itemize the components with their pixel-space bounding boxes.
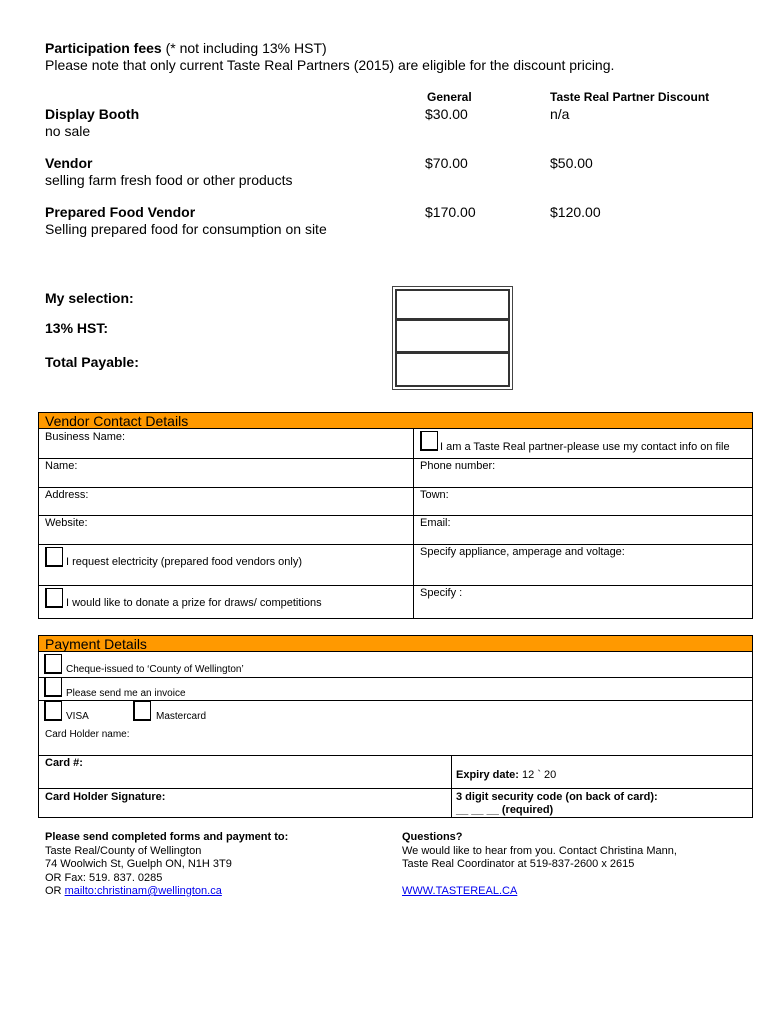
- col-partner-header: Taste Real Partner Discount: [550, 90, 710, 104]
- fee-row-desc: no sale: [45, 123, 91, 139]
- expiry-value: 12 ` 20: [522, 769, 557, 781]
- fee-row-name: Vendor: [45, 155, 93, 171]
- fee-row-general: $70.00: [425, 155, 468, 171]
- cheque-checkbox[interactable]: [44, 654, 62, 674]
- send-line: 74 Woolwich St, Guelph ON, N1H 3T9: [45, 858, 232, 870]
- website-field[interactable]: Website:: [45, 517, 88, 529]
- fee-row-desc: Selling prepared food for consumption on site: [45, 221, 327, 237]
- donate-label: I would like to donate a prize for draws/ competitions: [66, 597, 322, 609]
- name-field[interactable]: Name:: [45, 460, 78, 472]
- website-link[interactable]: WWW.TASTEREAL.CA: [402, 885, 518, 897]
- my-selection-field[interactable]: [395, 289, 510, 320]
- electricity-checkbox[interactable]: [45, 547, 63, 567]
- send-heading: Please send completed forms and payment to:: [45, 831, 289, 843]
- vendor-section-title: Vendor Contact Details: [45, 413, 189, 429]
- address-field[interactable]: Address:: [45, 489, 89, 501]
- fees-heading-rest: (* not including 13% HST): [161, 40, 327, 56]
- signature-field[interactable]: Card Holder Signature:: [45, 791, 166, 803]
- vendor-table: [38, 428, 753, 619]
- email-line: [45, 885, 222, 897]
- mastercard-label: Mastercard: [156, 711, 207, 722]
- fee-row-desc: selling farm fresh food or other products: [45, 172, 293, 188]
- specify-field[interactable]: Specify :: [420, 587, 463, 599]
- fees-heading-bold: Participation fees: [45, 40, 162, 56]
- hst-field[interactable]: [395, 319, 510, 353]
- invoice-label: Please send me an invoice: [66, 688, 186, 699]
- card-number-field[interactable]: Card #:: [45, 757, 83, 769]
- phone-field[interactable]: Phone number:: [420, 460, 496, 472]
- payment-section-title: Payment Details: [45, 636, 147, 652]
- col-general-header: General: [427, 90, 472, 104]
- visa-label: VISA: [66, 711, 89, 722]
- security-code-label: 3 digit security code (on back of card):: [456, 791, 658, 803]
- card-holder-field[interactable]: Card Holder name:: [45, 729, 130, 740]
- fee-row-name: Display Booth: [45, 106, 140, 122]
- fee-row-name: Prepared Food Vendor: [45, 204, 196, 220]
- questions-line: We would like to hear from you. Contact Christina Mann,: [402, 845, 677, 857]
- hst-label: 13% HST:: [45, 320, 109, 336]
- my-selection-label: My selection:: [45, 290, 134, 306]
- fee-row-partner: n/a: [550, 106, 570, 122]
- or-label: OR: [45, 885, 65, 897]
- fee-row-partner: $50.00: [550, 155, 593, 171]
- partner-checkbox-label: I am a Taste Real partner-please use my contact info on file: [440, 441, 730, 453]
- fee-row-partner: $120.00: [550, 204, 601, 220]
- partner-checkbox[interactable]: [420, 431, 438, 451]
- expiry-field[interactable]: [456, 769, 556, 781]
- mastercard-checkbox[interactable]: [133, 701, 151, 721]
- appliance-field[interactable]: Specify appliance, amperage and voltage:: [420, 546, 625, 558]
- fee-row-general: $30.00: [425, 106, 468, 122]
- total-payable-field[interactable]: [395, 352, 510, 387]
- electricity-label: I request electricity (prepared food vendors only): [66, 556, 303, 568]
- town-field[interactable]: Town:: [420, 489, 449, 501]
- email-field[interactable]: Email:: [420, 517, 451, 529]
- send-line: Taste Real/County of Wellington: [45, 845, 202, 857]
- fee-row-general: $170.00: [425, 204, 476, 220]
- send-line: OR Fax: 519. 837. 0285: [45, 872, 163, 884]
- total-payable-label: Total Payable:: [45, 354, 139, 370]
- visa-checkbox[interactable]: [44, 701, 62, 721]
- donate-checkbox[interactable]: [45, 588, 63, 608]
- cheque-label: Cheque-issued to ‘County of Wellington’: [66, 664, 244, 675]
- security-code-field[interactable]: __ __ __ (required): [456, 804, 554, 816]
- expiry-label: Expiry date:: [456, 769, 519, 781]
- business-name-field[interactable]: Business Name:: [45, 431, 126, 443]
- invoice-checkbox[interactable]: [44, 677, 62, 697]
- questions-heading: Questions?: [402, 831, 463, 843]
- questions-line: Taste Real Coordinator at 519-837-2600 x 2615: [402, 858, 635, 870]
- email-link[interactable]: mailto:christinam@wellington.ca: [64, 885, 222, 897]
- fees-note: Please note that only current Taste Real Partners (2015) are eligible for the discount pricing.: [45, 57, 615, 73]
- fees-heading: [45, 40, 327, 56]
